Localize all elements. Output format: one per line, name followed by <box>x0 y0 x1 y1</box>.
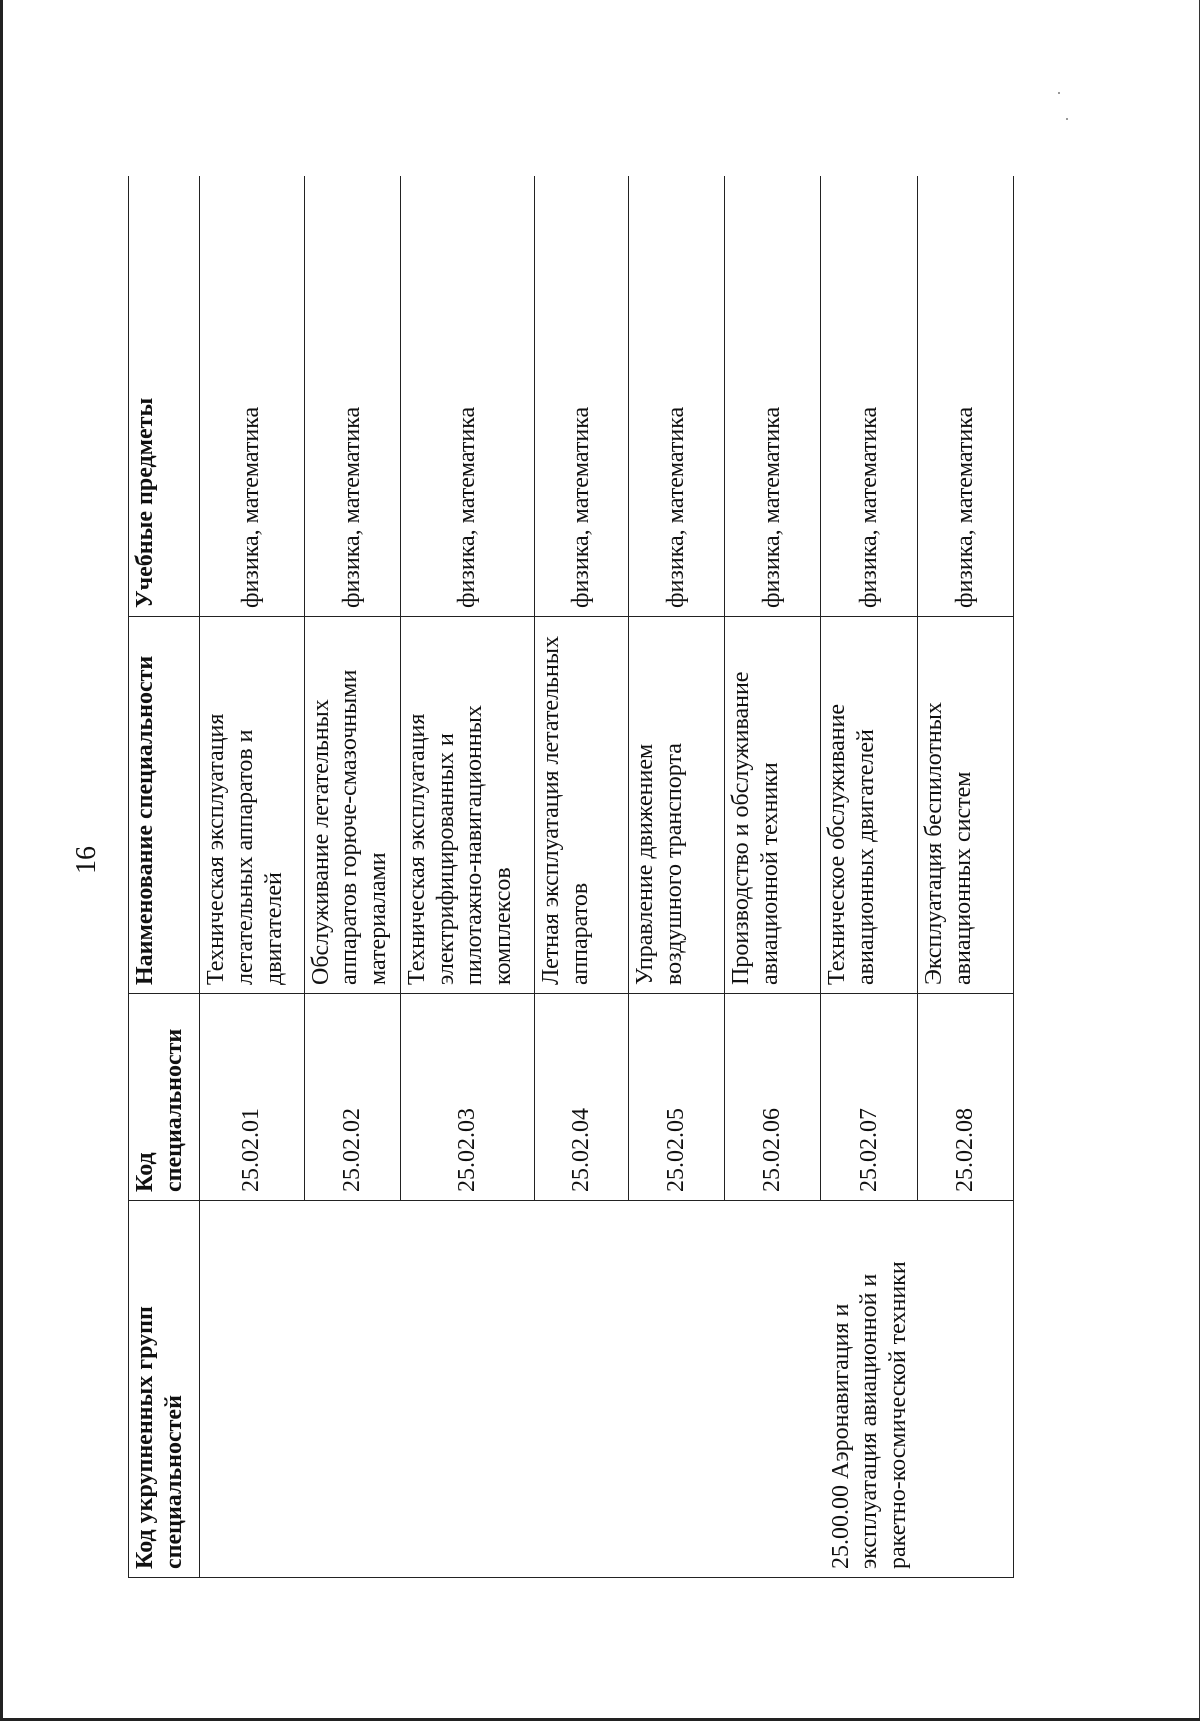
scan-speck <box>1066 118 1068 120</box>
subjects: физика, математика <box>304 176 400 617</box>
scan-speck <box>1058 92 1060 94</box>
subjects: физика, математика <box>400 176 534 617</box>
header-specialty-name: Наименование специальности <box>129 617 200 994</box>
specialty-name: Управление движением воздушного транспорта <box>628 617 724 994</box>
page-number: 16 <box>71 846 102 874</box>
subjects: физика, математика <box>628 176 724 617</box>
specialty-name: Производство и обслуживание авиационной техники <box>725 617 821 994</box>
rotated-table-region <box>128 176 1014 1578</box>
subjects: физика, математика <box>534 176 628 617</box>
specialty-code: 25.02.05 <box>628 994 724 1201</box>
specialty-code: 25.02.02 <box>304 994 400 1201</box>
header-subjects: Учебные предметы <box>129 176 200 617</box>
specialties-table <box>128 176 1014 1578</box>
subjects: физика, математика <box>725 176 821 617</box>
specialty-code: 25.02.04 <box>534 994 628 1201</box>
specialty-name: Летная эксплуатация летательных аппаратов <box>534 617 628 994</box>
subjects: физика, математика <box>200 176 305 617</box>
specialty-code: 25.02.06 <box>725 994 821 1201</box>
specialty-code: 25.02.07 <box>821 994 917 1201</box>
header-group-code: Код укрупненных групп специальностей <box>129 1201 200 1578</box>
specialty-code: 25.02.03 <box>400 994 534 1201</box>
specialty-code: 25.02.08 <box>917 994 1013 1201</box>
subjects: физика, математика <box>917 176 1013 617</box>
header-specialty-code: Код специальности <box>129 994 200 1201</box>
specialty-name: Техническое обслуживание авиационных двигателей <box>821 617 917 994</box>
subjects: физика, математика <box>821 176 917 617</box>
specialty-name: Техническая эксплуатация летательных аппаратов и двигателей <box>200 617 305 994</box>
specialty-name: Техническая эксплуатация электрифицированных и пилотажно-навигационных комплексов <box>400 617 534 994</box>
specialty-code: 25.02.01 <box>200 994 305 1201</box>
table-row <box>200 176 305 1578</box>
table-header-row <box>129 176 200 1578</box>
rotated-table-inner <box>128 176 1014 1578</box>
specialty-name: Эксплуатация беспилотных авиационных систем <box>917 617 1013 994</box>
specialty-name: Обслуживание летательных аппаратов горюче-смазочными материалами <box>304 617 400 994</box>
group-cell: 25.00.00 Аэронавигация и эксплуатация авиационной и ракетно-космической техники <box>200 1201 1014 1578</box>
